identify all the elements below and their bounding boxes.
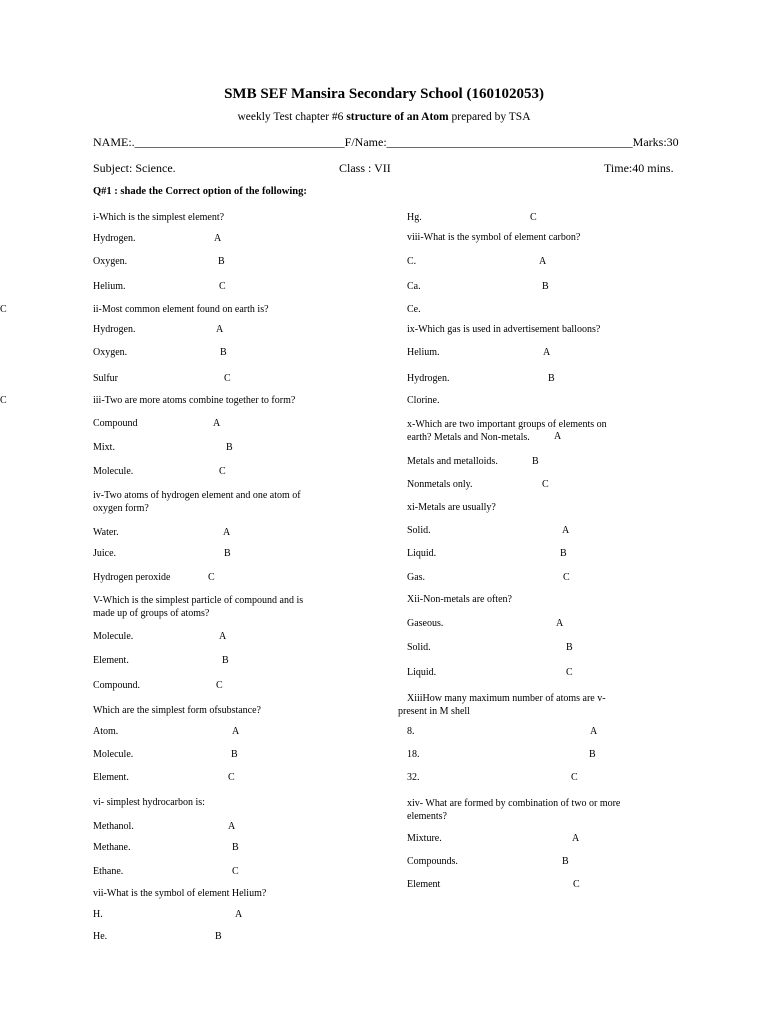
subject-label: Subject: Science. xyxy=(93,161,176,175)
option-label: Helium. xyxy=(407,347,440,358)
option-letter: C xyxy=(571,772,578,783)
question-text: Which are the simplest form ofsubstance? xyxy=(93,705,261,716)
question-text: ii-Most common element found on earth is? xyxy=(93,304,269,315)
option-label: Ce. xyxy=(407,304,421,315)
option-letter: C xyxy=(228,772,235,783)
option-label: Compound xyxy=(93,418,138,429)
question-text: i-Which is the simplest element? xyxy=(93,212,225,223)
option-label: Hydrogen peroxide xyxy=(93,572,171,583)
question-text: iv-Two atoms of hydrogen element and one atom of oxygen form? xyxy=(93,490,301,514)
option-label: C. xyxy=(407,256,417,267)
option-label: Helium. xyxy=(93,281,126,292)
option-label: Methane. xyxy=(93,842,131,853)
option-letter: C xyxy=(573,879,580,890)
time-label: Time:40 mins. xyxy=(604,161,674,175)
option-letter: A xyxy=(219,631,227,642)
question-text: ix-Which gas is used in advertisement balloons? xyxy=(407,324,601,335)
question-text: x-Which are two important groups of elements on earth? Metals and Non-metals. xyxy=(407,419,607,443)
option-label: Compound. xyxy=(93,680,140,691)
option-label: Juice. xyxy=(93,548,117,559)
option-label: 8. xyxy=(407,726,415,737)
option-label: Water. xyxy=(93,527,119,538)
option-label: Hydrogen. xyxy=(93,233,136,244)
option-label: H. xyxy=(93,909,103,920)
option-label: Gaseous. xyxy=(407,618,444,629)
option-letter: B xyxy=(562,856,569,867)
option-label: Gas. xyxy=(407,572,426,583)
option-letter: C xyxy=(530,212,537,223)
option-label: Atom. xyxy=(93,726,119,737)
option-letter: B xyxy=(548,373,555,384)
name-fields-line: NAME:.___________________________________F/Name:_________________________________________Marks:30 xyxy=(93,135,679,149)
option-letter: B xyxy=(222,655,229,666)
option-letter: B xyxy=(232,842,239,853)
subtitle-prefix: weekly Test chapter #6 xyxy=(237,111,347,123)
question-text: xi-Metals are usually? xyxy=(407,502,496,513)
option-letter: C xyxy=(208,572,215,583)
school-title: SMB SEF Mansira Secondary School (160102053) xyxy=(224,86,544,102)
question-text: vii-What is the symbol of element Helium? xyxy=(93,888,267,899)
option-letter: C xyxy=(0,395,7,406)
option-letter: A xyxy=(214,233,222,244)
option-letter: C xyxy=(224,373,231,384)
option-letter: C xyxy=(232,866,239,877)
option-letter: A xyxy=(232,726,240,737)
option-letter: C xyxy=(542,479,549,490)
option-letter: C xyxy=(219,466,226,477)
test-subtitle xyxy=(0,111,768,123)
option-label: 32. xyxy=(407,772,420,783)
option-label: Hg. xyxy=(407,212,422,223)
option-letter: B xyxy=(566,642,573,653)
question-text: XiiiHow many maximum number of atoms are v-present in M shell xyxy=(398,693,606,717)
option-label: 18. xyxy=(407,749,420,760)
option-letter: C xyxy=(566,667,573,678)
option-letter: A xyxy=(562,525,570,536)
option-letter: B xyxy=(231,749,238,760)
option-letter: B xyxy=(215,931,222,942)
option-label: Molecule. xyxy=(93,466,134,477)
class-label: Class : VII xyxy=(339,161,391,175)
option-label: Element xyxy=(407,879,441,890)
option-letter: B xyxy=(532,456,539,467)
option-letter: A xyxy=(543,347,551,358)
option-label: Ethane. xyxy=(93,866,124,877)
option-label: Clorine. xyxy=(407,395,440,406)
option-letter: B xyxy=(560,548,567,559)
option-label: Hydrogen. xyxy=(407,373,450,384)
subtitle-suffix: prepared by TSA xyxy=(448,111,531,123)
question-text: xiv- What are formed by combination of two or more elements? xyxy=(407,798,621,822)
option-label: Mixture. xyxy=(407,833,442,844)
option-label: Solid. xyxy=(407,525,431,536)
question-text: viii-What is the symbol of element carbon? xyxy=(407,232,581,243)
option-label: Oxygen. xyxy=(93,347,128,358)
option-label: Molecule. xyxy=(93,749,134,760)
option-label: Solid. xyxy=(407,642,431,653)
option-letter: A xyxy=(216,324,224,335)
option-label: Oxygen. xyxy=(93,256,128,267)
option-letter: B xyxy=(220,347,227,358)
option-letter: A xyxy=(213,418,221,429)
option-letter: A xyxy=(554,431,562,442)
option-letter: B xyxy=(218,256,225,267)
option-label: He. xyxy=(93,931,108,942)
option-letter: C xyxy=(0,304,7,315)
option-label: Hydrogen. xyxy=(93,324,136,335)
option-label: Ca. xyxy=(407,281,421,292)
option-label: Element. xyxy=(93,772,129,783)
option-label: Mixt. xyxy=(93,442,115,453)
option-label: Methanol. xyxy=(93,821,134,832)
option-letter: B xyxy=(226,442,233,453)
option-letter: B xyxy=(589,749,596,760)
option-letter: C xyxy=(216,680,223,691)
question-text: V-Which is the simplest particle of compound and is made up of groups of atoms? xyxy=(93,595,304,619)
option-label: Nonmetals only. xyxy=(407,479,473,490)
option-letter: B xyxy=(542,281,549,292)
option-label: Molecule. xyxy=(93,631,134,642)
option-label: Element. xyxy=(93,655,129,666)
option-letter: A xyxy=(556,618,564,629)
option-label: Sulfur xyxy=(93,373,118,384)
question-text: iii-Two are more atoms combine together to form? xyxy=(93,395,296,406)
option-letter: A xyxy=(235,909,243,920)
option-letter: C xyxy=(563,572,570,583)
option-label: Liquid. xyxy=(407,667,437,678)
subtitle-chapter: structure of an Atom xyxy=(346,111,449,123)
option-letter: A xyxy=(223,527,231,538)
question-text: Xii-Non-metals are often? xyxy=(407,594,512,605)
option-letter: A xyxy=(590,726,598,737)
option-label: Metals and metalloids. xyxy=(407,456,498,467)
question-text: vi- simplest hydrocarbon is: xyxy=(93,797,205,808)
option-letter: A xyxy=(539,256,547,267)
option-letter: C xyxy=(219,281,226,292)
option-label: Compounds. xyxy=(407,856,458,867)
section-heading: Q#1 : shade the Correct option of the following: xyxy=(93,186,307,197)
option-label: Liquid. xyxy=(407,548,437,559)
option-letter: A xyxy=(228,821,236,832)
option-letter: B xyxy=(224,548,231,559)
option-letter: A xyxy=(572,833,580,844)
